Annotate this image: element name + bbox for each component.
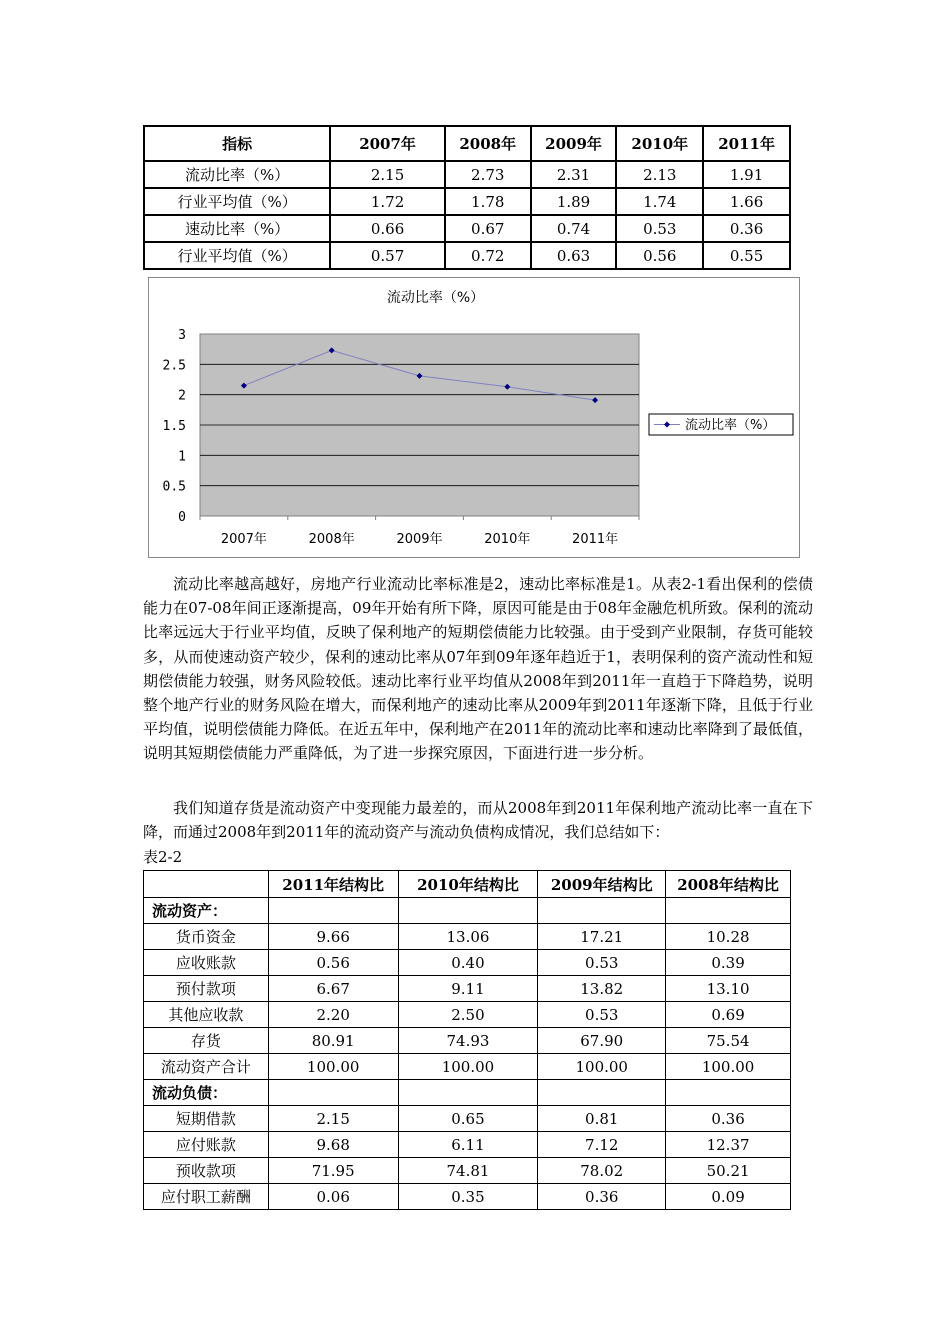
table-cell: 1.72: [330, 188, 445, 215]
table-cell: 1.66: [703, 188, 790, 215]
table-row: [144, 1184, 791, 1210]
y-tick-label: 1: [178, 449, 186, 465]
row-label: 短期借款: [144, 1106, 269, 1132]
row-label: 行业平均值（%）: [144, 188, 330, 215]
section-title: 流动负债：: [144, 1080, 269, 1106]
table-cell: 0.55: [703, 242, 790, 269]
table-cell: 2.50: [398, 1002, 538, 1028]
section-row: [144, 898, 791, 924]
table-cell: 71.95: [268, 1158, 398, 1184]
table-cell: 0.67: [445, 215, 531, 242]
table-cell: 0.74: [531, 215, 617, 242]
table1-header-cell: 指标: [144, 126, 330, 161]
table-row: [144, 242, 790, 269]
table-cell: 50.21: [666, 1158, 791, 1184]
table-cell: 17.21: [538, 924, 666, 950]
table2-header-cell: [144, 871, 269, 898]
table-cell: 0.56: [616, 242, 703, 269]
row-label: 货币资金: [144, 924, 269, 950]
x-tick-label: 2011年: [572, 532, 619, 547]
table-cell: 74.81: [398, 1158, 538, 1184]
table-cell: 2.31: [531, 161, 617, 188]
table-cell: 0.56: [268, 950, 398, 976]
table-cell: 9.11: [398, 976, 538, 1002]
table-row: [144, 924, 791, 950]
table-cell: 100.00: [268, 1054, 398, 1080]
table-cell: 0.53: [538, 950, 666, 976]
row-label: 流动资产合计: [144, 1054, 269, 1080]
empty-cell: [538, 898, 666, 924]
table-cell: 0.09: [666, 1184, 791, 1210]
section-title: 流动资产：: [144, 898, 269, 924]
table-cell: 0.57: [330, 242, 445, 269]
table-row: [144, 1054, 791, 1080]
current-ratio-chart: [148, 277, 800, 558]
table-cell: 0.66: [330, 215, 445, 242]
table2-header-cell: 2010年结构比: [398, 871, 538, 898]
table-row: [144, 1028, 791, 1054]
table-cell: 74.93: [398, 1028, 538, 1054]
table-row: [144, 1158, 791, 1184]
table-cell: 0.53: [616, 215, 703, 242]
table2-header-cell: 2011年结构比: [268, 871, 398, 898]
table2-header-cell: 2009年结构比: [538, 871, 666, 898]
table-cell: 12.37: [666, 1132, 791, 1158]
table1-header-cell: 2007年: [330, 126, 445, 161]
empty-cell: [666, 1080, 791, 1106]
row-label: 存货: [144, 1028, 269, 1054]
row-label: 预付款项: [144, 976, 269, 1002]
table-cell: 7.12: [538, 1132, 666, 1158]
table-cell: 0.81: [538, 1106, 666, 1132]
ratio-table: [143, 125, 791, 270]
table-row: [144, 215, 790, 242]
table-cell: 1.78: [445, 188, 531, 215]
table-cell: 100.00: [666, 1054, 791, 1080]
empty-cell: [268, 898, 398, 924]
x-tick-label: 2008年: [308, 532, 355, 547]
row-label: 流动比率（%）: [144, 161, 330, 188]
row-label: 速动比率（%）: [144, 215, 330, 242]
table-cell: 0.40: [398, 950, 538, 976]
analysis-paragraph-2: 我们知道存货是流动资产中变现能力最差的，而从2008年到2011年保利地产流动比率一直在下降，而通过2008年到2011年的流动资产与流动负债构成情况，我们总结如下：: [143, 799, 813, 842]
table-cell: 2.15: [268, 1106, 398, 1132]
table-cell: 0.36: [538, 1184, 666, 1210]
row-label: 应付账款: [144, 1132, 269, 1158]
table-row: [144, 950, 791, 976]
table-cell: 10.28: [666, 924, 791, 950]
table-row: [144, 161, 790, 188]
table-row: [144, 188, 790, 215]
table-caption: 表2-2: [143, 848, 183, 866]
table-cell: 100.00: [538, 1054, 666, 1080]
empty-cell: [538, 1080, 666, 1106]
table-cell: 6.11: [398, 1132, 538, 1158]
chart-title: 流动比率（%）: [386, 290, 485, 306]
table-cell: 0.69: [666, 1002, 791, 1028]
table-cell: 0.63: [531, 242, 617, 269]
table-cell: 1.91: [703, 161, 790, 188]
table-cell: 13.82: [538, 976, 666, 1002]
table-row: [144, 1002, 791, 1028]
table-cell: 100.00: [398, 1054, 538, 1080]
row-label: 应收账款: [144, 950, 269, 976]
table-cell: 9.66: [268, 924, 398, 950]
table-cell: 0.06: [268, 1184, 398, 1210]
table-row: [144, 976, 791, 1002]
table-cell: 1.89: [531, 188, 617, 215]
structure-ratio-table: [143, 870, 791, 1210]
empty-cell: [666, 898, 791, 924]
analysis-paragraph-1: 流动比率越高越好，房地产行业流动比率标准是2，速动比率标准是1。从表2-1看出保利的偿债能力在07-08年间正逐渐提高，09年开始有所下降，原因可能是由于08年金融危机所致。保利的流动比率远远大于行业平均值，反映了保利地产的短期偿债能力比较强。由于受到产业限制，存货可能较多，从而使速动资产较少，保利的速动比率从07年到09年逐年趋近于1，表明保利的资产流动性和短期偿债能力较强，财务风险较低。速动比率行业平均值从2008年到2011年一直趋于下降趋势，说明整个地产行业的财务风险在增大，而保利地产的速动比率从2009年到2011年逐渐下降，且低于行业平均值，说明偿债能力降低。在近五年中，保利地产在2011年的流动比率和速动比率降到了最低值，说明其短期偿债能力严重降低，为了进一步探究原因，下面进行进一步分析。: [143, 575, 813, 763]
table-cell: 80.91: [268, 1028, 398, 1054]
y-tick-label: 0.5: [162, 479, 186, 495]
table-cell: 6.67: [268, 976, 398, 1002]
table-cell: 0.65: [398, 1106, 538, 1132]
table-cell: 2.20: [268, 1002, 398, 1028]
empty-cell: [398, 1080, 538, 1106]
table-cell: 9.68: [268, 1132, 398, 1158]
table-cell: 75.54: [666, 1028, 791, 1054]
row-label: 行业平均值（%）: [144, 242, 330, 269]
y-tick-label: 2: [178, 388, 186, 404]
section-row: [144, 1080, 791, 1106]
table1-header-cell: 2009年: [531, 126, 617, 161]
table-cell: 0.36: [666, 1106, 791, 1132]
table-cell: 0.53: [538, 1002, 666, 1028]
table-row: [144, 1132, 791, 1158]
table-cell: 0.36: [703, 215, 790, 242]
table-cell: 78.02: [538, 1158, 666, 1184]
table-cell: 0.35: [398, 1184, 538, 1210]
y-tick-label: 1.5: [162, 419, 186, 434]
y-tick-label: 0: [178, 510, 186, 525]
y-tick-label: 3: [178, 328, 186, 343]
row-label: 应付职工薪酬: [144, 1184, 269, 1210]
table2-header-cell: 2008年结构比: [666, 871, 791, 898]
y-tick-label: 2.5: [162, 358, 186, 374]
table-cell: 2.15: [330, 161, 445, 188]
table-cell: 0.39: [666, 950, 791, 976]
table-cell: 1.74: [616, 188, 703, 215]
table-cell: 2.13: [616, 161, 703, 188]
empty-cell: [398, 898, 538, 924]
table-cell: 0.72: [445, 242, 531, 269]
empty-cell: [268, 1080, 398, 1106]
table-cell: 13.10: [666, 976, 791, 1002]
table1-header-cell: 2010年: [616, 126, 703, 161]
legend-label: 流动比率（%）: [685, 418, 776, 433]
table-cell: 13.06: [398, 924, 538, 950]
table1-header-cell: 2011年: [703, 126, 790, 161]
table-cell: 2.73: [445, 161, 531, 188]
x-tick-label: 2007年: [220, 532, 267, 547]
table-row: [144, 1106, 791, 1132]
table1-header-cell: 2008年: [445, 126, 531, 161]
row-label: 其他应收款: [144, 1002, 269, 1028]
table-cell: 67.90: [538, 1028, 666, 1054]
x-tick-label: 2009年: [396, 532, 443, 547]
row-label: 预收款项: [144, 1158, 269, 1184]
x-tick-label: 2010年: [484, 532, 531, 547]
